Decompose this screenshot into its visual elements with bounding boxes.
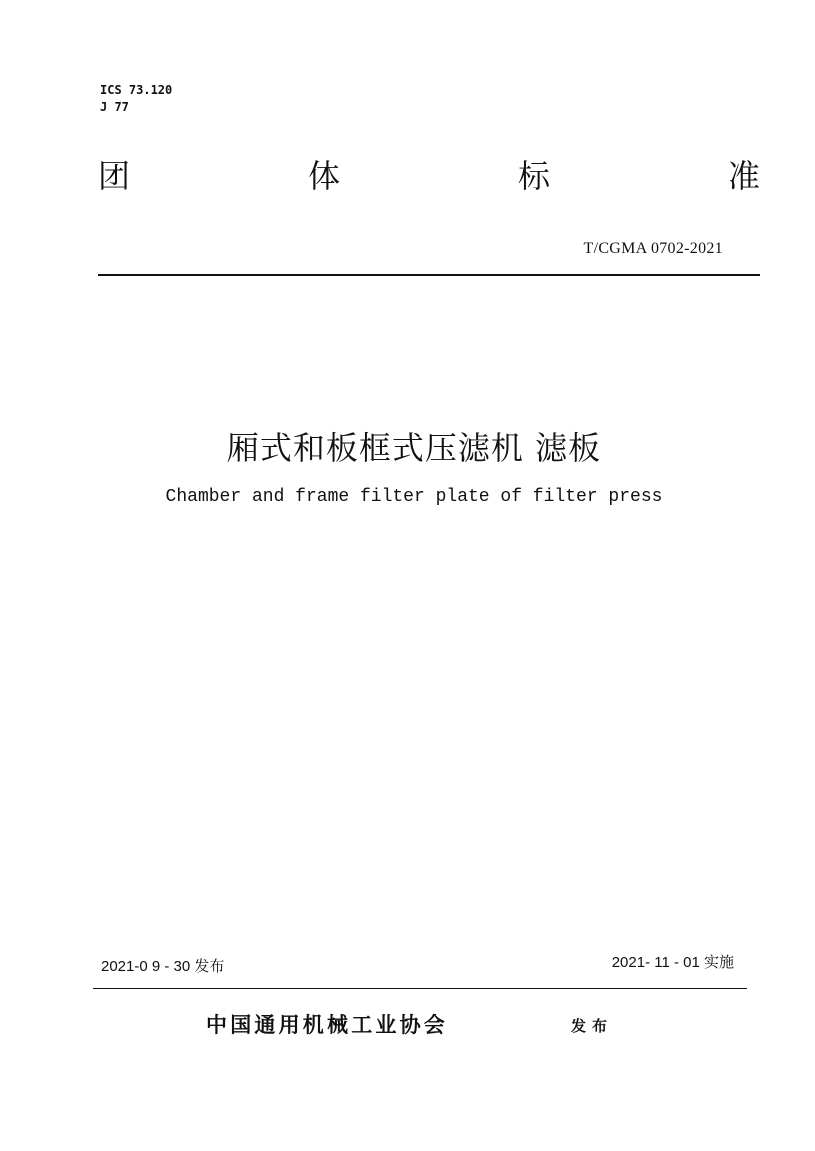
standard-type-char-2: 体: [308, 157, 341, 195]
standard-type-char-1: 团: [98, 157, 131, 195]
publisher-name: 中国通用机械工业协会: [206, 1013, 448, 1037]
header-divider: [98, 274, 760, 276]
ics-code: ICS 73.120: [100, 83, 173, 97]
document-title-english: Chamber and frame filter plate of filter press: [165, 487, 663, 507]
classification-codes: [100, 82, 172, 116]
footer-divider: [93, 988, 747, 989]
standard-number: T/CGMA 0702-2021: [583, 240, 723, 257]
implementation-date: 2021- 11 - 01 实施: [611, 954, 734, 971]
issue-date: 2021-0 9 - 30 发布: [101, 958, 225, 975]
ccs-code: J 77: [100, 100, 129, 114]
standard-type-char-4: 准: [728, 157, 761, 195]
publish-label: 发布: [571, 1017, 614, 1035]
document-title-chinese: 厢式和板框式压滤机 滤板: [226, 429, 602, 467]
standard-type-char-3: 标: [518, 157, 551, 195]
